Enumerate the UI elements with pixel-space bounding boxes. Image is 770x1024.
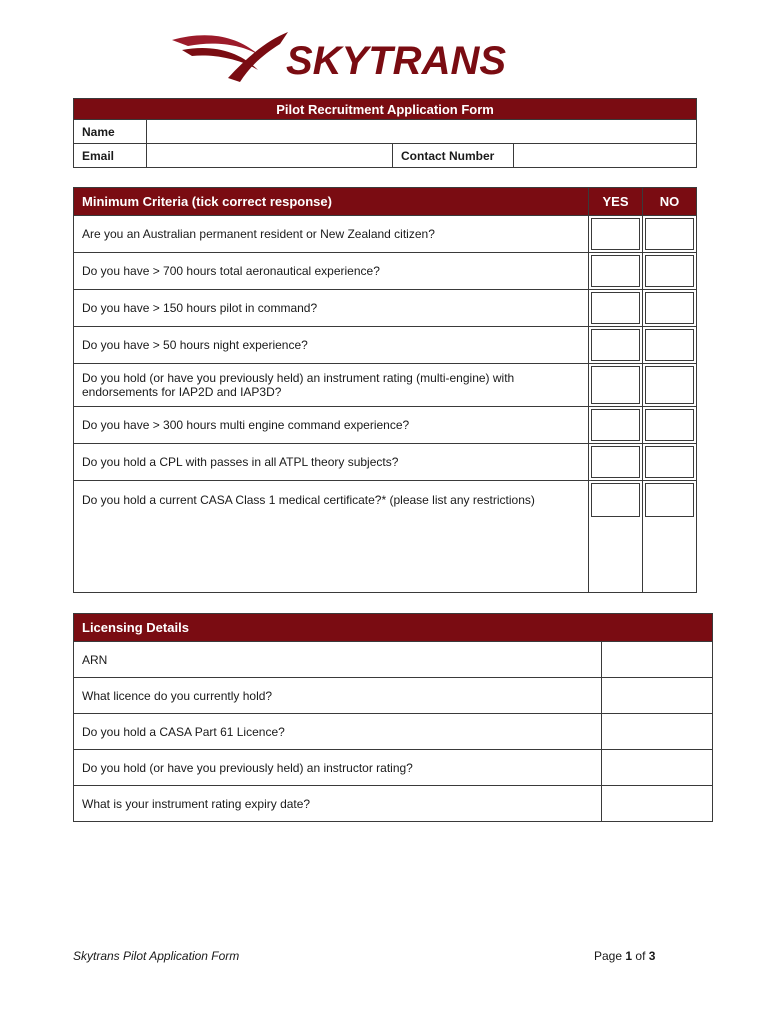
licensing-header: Licensing Details <box>74 614 713 642</box>
yes-checkbox[interactable] <box>589 290 643 327</box>
email-label: Email <box>74 144 147 168</box>
contact-number-field[interactable] <box>514 144 697 168</box>
licensing-row <box>74 642 713 678</box>
part61-field[interactable] <box>602 714 713 750</box>
criteria-question: Do you have > 300 hours multi engine command experience? <box>74 407 589 444</box>
criteria-question: Do you hold a current CASA Class 1 medical certificate?* (please list any restrictions) <box>74 481 589 593</box>
yes-checkbox[interactable] <box>589 364 643 407</box>
yes-checkbox[interactable] <box>589 327 643 364</box>
instructor-rating-field[interactable] <box>602 750 713 786</box>
yes-checkbox[interactable] <box>589 444 643 481</box>
criteria-question: Are you an Australian permanent resident or New Zealand citizen? <box>74 216 589 253</box>
licensing-question: What licence do you currently hold? <box>74 678 602 714</box>
applicant-table <box>73 98 697 168</box>
licensing-table <box>73 613 713 822</box>
no-header: NO <box>643 188 697 216</box>
criteria-header: Minimum Criteria (tick correct response) <box>74 188 589 216</box>
page-number: Page 1 of 3 <box>594 949 656 963</box>
name-label: Name <box>74 120 147 144</box>
skytrans-logo <box>168 26 558 90</box>
licensing-row <box>74 714 713 750</box>
licensing-row <box>74 678 713 714</box>
criteria-row <box>74 481 697 593</box>
criteria-row <box>74 364 697 407</box>
yes-checkbox[interactable] <box>589 216 643 253</box>
yes-checkbox[interactable] <box>589 253 643 290</box>
arn-field[interactable] <box>602 642 713 678</box>
criteria-row <box>74 444 697 481</box>
criteria-row <box>74 290 697 327</box>
licensing-question: Do you hold a CASA Part 61 Licence? <box>74 714 602 750</box>
criteria-row <box>74 216 697 253</box>
no-checkbox[interactable] <box>643 290 697 327</box>
criteria-question: Do you hold (or have you previously held) an instrument rating (multi-engine) with endorsements for IAP2D and IAP3D? <box>74 364 589 407</box>
no-checkbox[interactable] <box>643 364 697 407</box>
criteria-question: Do you have > 150 hours pilot in command? <box>74 290 589 327</box>
criteria-table <box>73 187 697 593</box>
licensing-row <box>74 750 713 786</box>
current-licence-field[interactable] <box>602 678 713 714</box>
no-checkbox[interactable] <box>643 481 697 593</box>
criteria-row <box>74 327 697 364</box>
contact-number-label: Contact Number <box>393 144 514 168</box>
no-checkbox[interactable] <box>643 327 697 364</box>
yes-checkbox[interactable] <box>589 481 643 593</box>
email-field[interactable] <box>147 144 393 168</box>
criteria-question: Do you hold a CPL with passes in all ATPL theory subjects? <box>74 444 589 481</box>
no-checkbox[interactable] <box>643 444 697 481</box>
name-field[interactable] <box>147 120 697 144</box>
footer-form-name: Skytrans Pilot Application Form <box>73 949 240 963</box>
yes-header: YES <box>589 188 643 216</box>
ir-expiry-field[interactable] <box>602 786 713 822</box>
no-checkbox[interactable] <box>643 253 697 290</box>
licensing-question: Do you hold (or have you previously held) an instructor rating? <box>74 750 602 786</box>
criteria-row <box>74 253 697 290</box>
logo-wordmark: SKYTRANS <box>286 39 507 83</box>
licensing-row <box>74 786 713 822</box>
licensing-question: What is your instrument rating expiry date? <box>74 786 602 822</box>
no-checkbox[interactable] <box>643 216 697 253</box>
criteria-question: Do you have > 50 hours night experience? <box>74 327 589 364</box>
yes-checkbox[interactable] <box>589 407 643 444</box>
criteria-question: Do you have > 700 hours total aeronautical experience? <box>74 253 589 290</box>
form-title: Pilot Recruitment Application Form <box>74 99 697 120</box>
licensing-question: ARN <box>74 642 602 678</box>
criteria-row <box>74 407 697 444</box>
no-checkbox[interactable] <box>643 407 697 444</box>
